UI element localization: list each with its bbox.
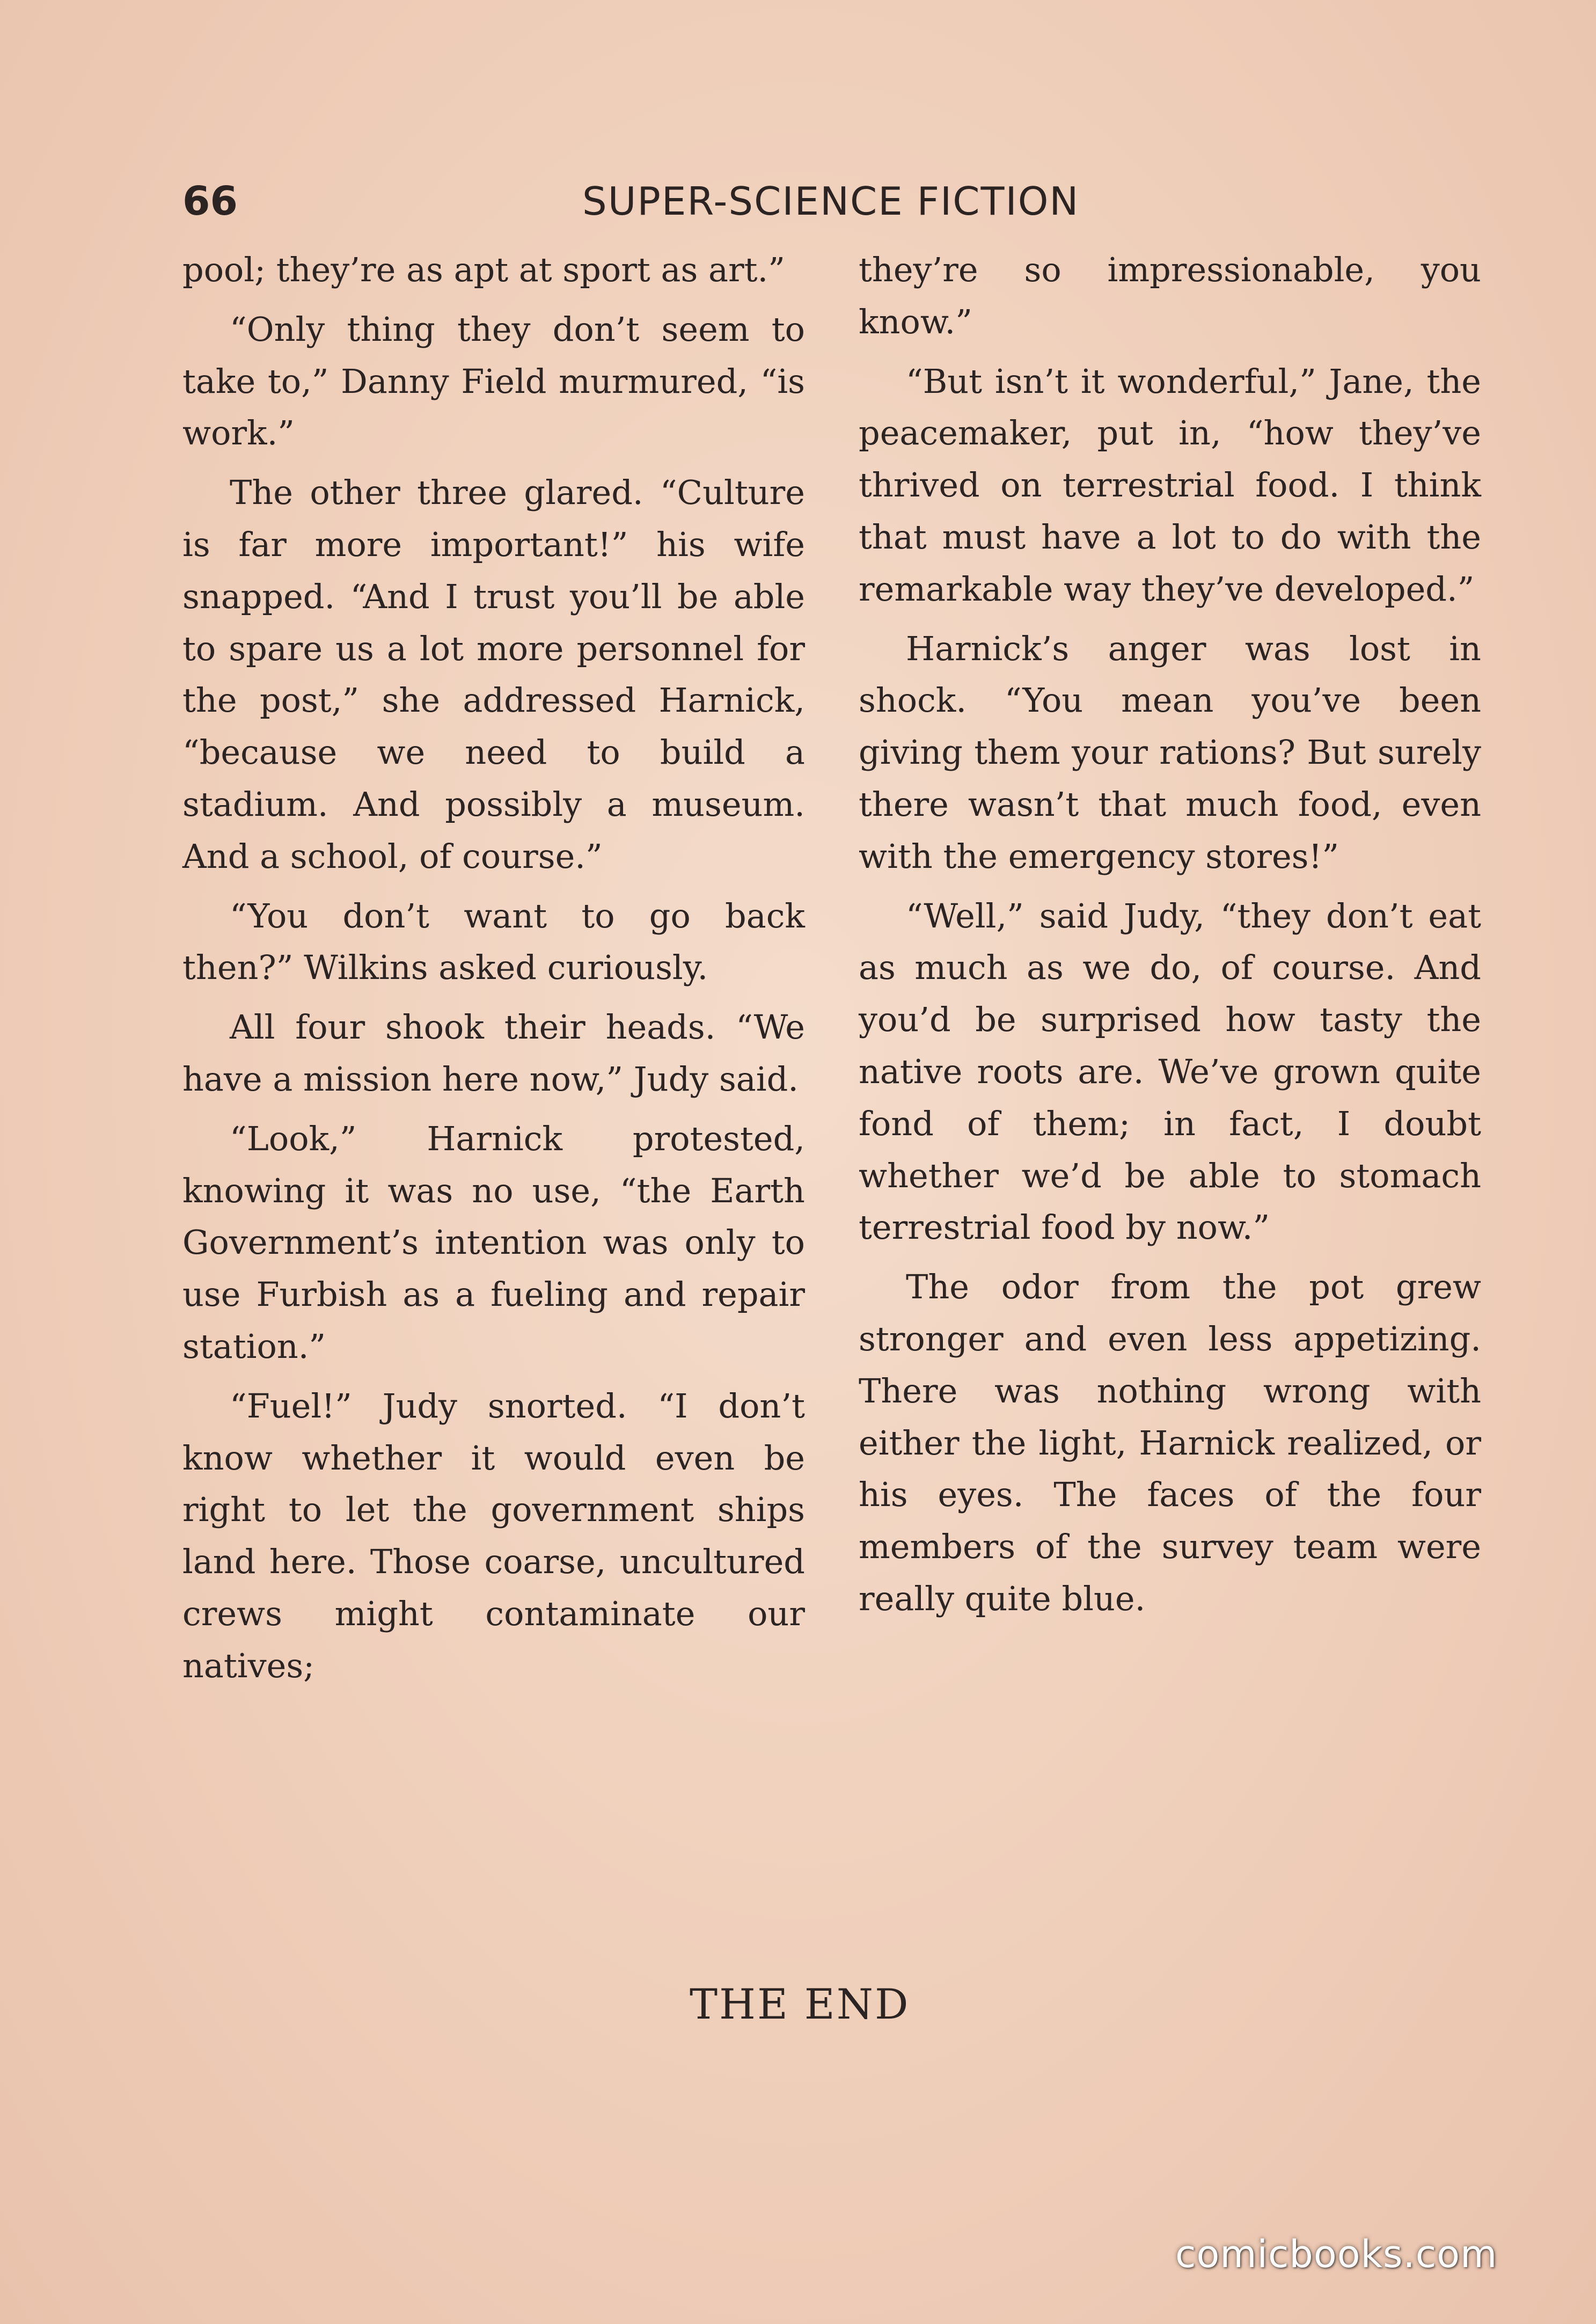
paragraph: “Fuel!” Judy snorted. “I don’t know whether it would even be right to let the government ships land here. Those coarse, uncultured crews might contaminate our natives;: [182, 1386, 805, 1685]
paragraph: Harnick’s anger was lost in shock. “You mean you’ve been giving them your rations? But surely there wasn’t that much food, even with the emergency stores!”: [859, 628, 1481, 876]
paragraph: “Well,” said Judy, “they don’t eat as much as we do, of course. And you’d be surprised how tasty the native roots are. We’ve grown quite fond of them; in fact, I doubt whether we’d be able to stomach terrestrial food by now.”: [859, 896, 1481, 1247]
the-end-label: THE END: [690, 1980, 910, 2029]
paragraph: The odor from the pot grew stronger and even less appetizing. There was nothing wrong with either the light, Harnick realized, or his eyes. The faces of the four members of the survey team were really quite blue.: [859, 1267, 1481, 1618]
paragraph: “But isn’t it wonderful,” Jane, the peacemaker, put in, “how they’ve thrived on terrestrial food. I think that must have a lot to do with the remarkable way they’ve developed.”: [859, 361, 1481, 609]
paragraph: The other three glared. “Culture is far more important!” his wife snapped. “And I trust you’ll be able to spare us a lot more personnel for the post,” she addressed Harnick, “because we need to build a stadium. And possibly a museum. And a school, of course.”: [182, 473, 805, 876]
left-column: [182, 244, 805, 1700]
page-header: [182, 172, 1095, 231]
paragraph: pool; they’re as apt at sport as art.”: [182, 250, 785, 289]
paragraph: “You don’t want to go back then?” Wilkins asked curiously.: [182, 896, 805, 988]
paragraph: “Only thing they don’t seem to take to,” Danny Field murmured, “is work.”: [182, 309, 805, 453]
page-number: 66: [182, 178, 238, 224]
site-watermark: comicbooks.com: [1175, 2232, 1498, 2276]
paragraph: All four shook their heads. “We have a mission here now,” Judy said.: [182, 1007, 805, 1099]
running-title: SUPER-SCIENCE FICTION: [582, 179, 1080, 224]
right-column: [859, 244, 1481, 1633]
paragraph: “Look,” Harnick protested, knowing it was no use, “the Earth Government’s intention was only to use Furbish as a fueling and repair station.”: [182, 1119, 805, 1366]
paragraph: they’re so impressionable, you know.”: [859, 250, 1481, 341]
